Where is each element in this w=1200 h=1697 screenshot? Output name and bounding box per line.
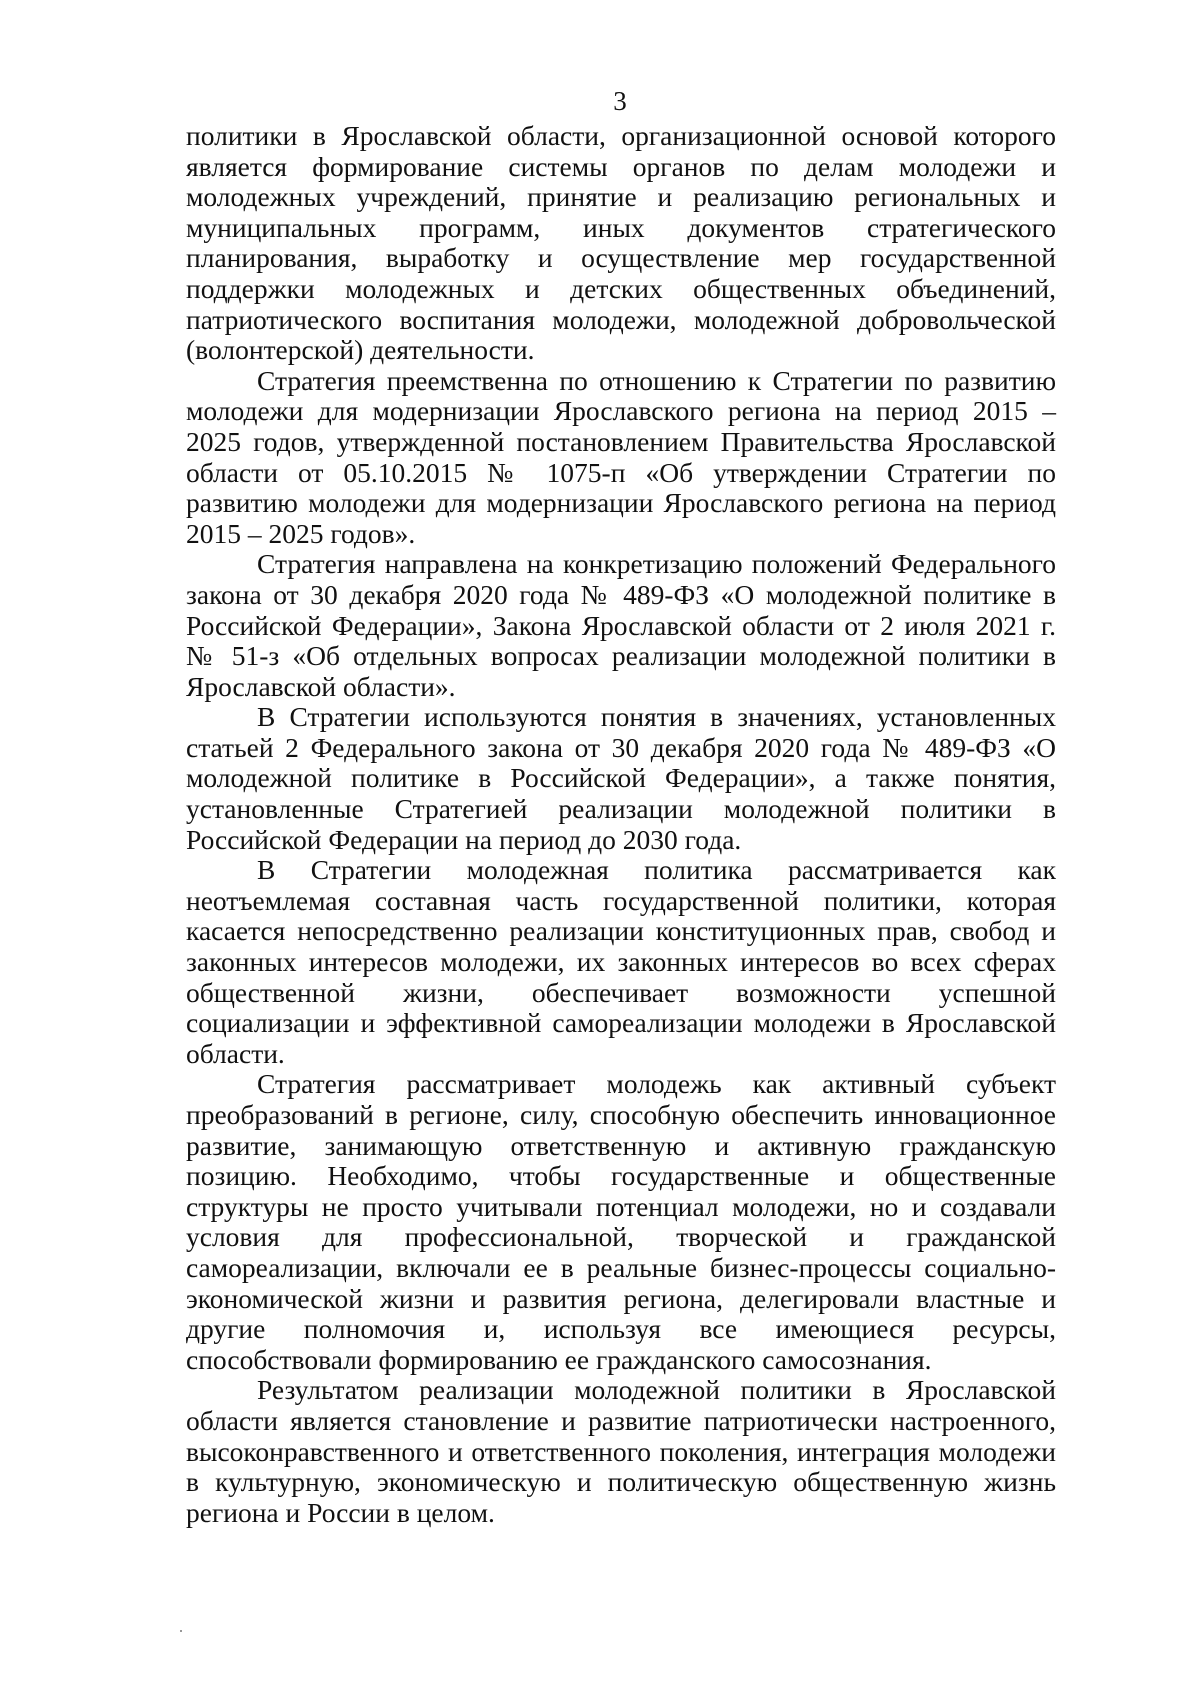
paragraph-terms-definition: В Стратегии используются понятия в значениях, установленных статьей 2 Федерального закона от 30 декабря 2020 года № 489-ФЗ «О молодежной политике в Российской Федерации», а также понятия, установленные Стратегией реализации молодежной политики в Российской Федерации на период до 2030 года. [186,701,1056,855]
document-body [186,121,1056,1528]
paragraph-continuation: политики в Ярославской области, организационной основой которого является формирование системы органов по делам молодежи и молодежных учреждений, принятие и реализацию региональных и муниципальных программ, иных документов стратегического планирования, выработку и осуществление мер государственной поддержки молодежных и детских общественных объединений, патриотического воспитания молодежи, молодежной добровольческой (волонтерской) деятельности. [186,120,1056,366]
scan-speck [180,1630,182,1632]
paragraph-policy-result: Результатом реализации молодежной политики в Ярославской области является становление и развитие патриотически настроенного, высоконравственного и ответственного поколения, интеграция молодежи в культурную, экономическую и политическую общественную жизнь региона и России в целом. [186,1374,1056,1528]
paragraph-strategy-continuity: Стратегия преемственна по отношению к Стратегии по развитию молодежи для модернизации Ярославского региона на период 2015 – 2025 годов, утвержденной постановлением Правительства Ярославской области от 05.10.2015 № 1075-п «Об утверждении Стратегии по развитию молодежи для модернизации Ярославского региона на период 2015 – 2025 годов». [186,364,1056,549]
paragraph-youth-policy-role: В Стратегии молодежная политика рассматривается как неотъемлемая составная часть государственной политики, которая касается непосредственно реализации конституционных прав, свобод и законных интересов молодежи, их законных интересов во всех сферах общественной жизни, обеспечивает возможности успешной социализации и эффективной самореализации молодежи в Ярославской области. [186,854,1056,1069]
paragraph-strategy-purpose: Стратегия направлена на конкретизацию положений Федерального закона от 30 декабря 2020 года № 489-ФЗ «О молодежной политике в Российской Федерации», Закона Ярославской области от 2 июля 2021 г. № 51-з «Об отдельных вопросах реализации молодежной политики в Ярославской области». [186,548,1056,702]
paragraph-youth-as-subject: Стратегия рассматривает молодежь как активный субъект преобразований в регионе, силу, способную обеспечить инновационное развитие, занимающую ответственную и активную гражданскую позицию. Необходимо, чтобы государственные и общественные структуры не просто учитывали потенциал молодежи, но и создавали условия для профессиональной, творческой и гражданской самореализации, включали ее в реальные бизнес-процессы социально-экономической жизни и развития региона, делегировали властные и другие полномочия и, используя все имеющиеся ресурсы, способствовали формированию ее гражданского самосознания. [186,1068,1056,1375]
page-number: 3 [613,86,627,116]
